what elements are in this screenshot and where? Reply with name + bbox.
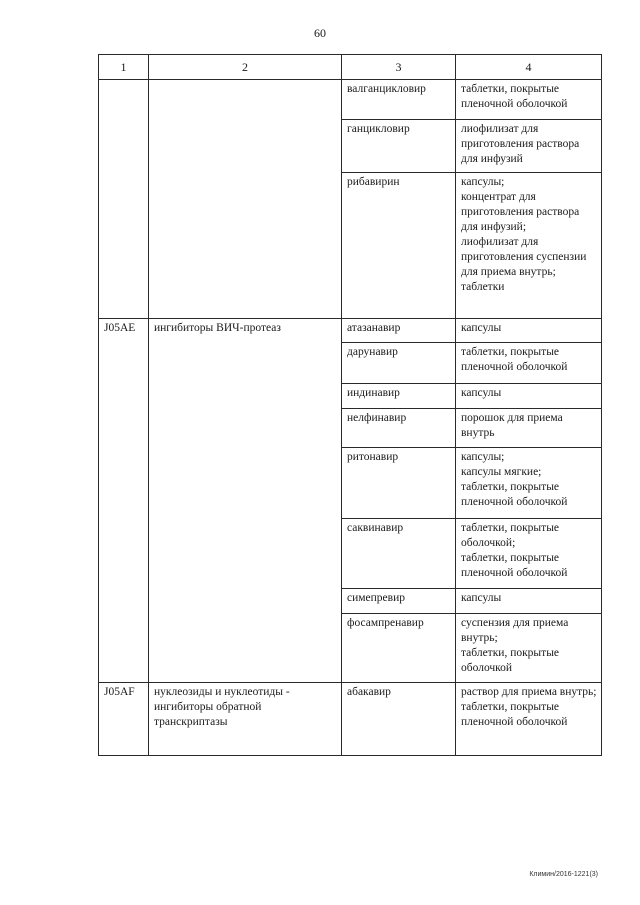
dosage-form-cell: капсулы [456,589,602,614]
group-code-cell: J05AE [99,319,149,683]
header-col-3: 3 [342,55,456,80]
drug-name-cell: нелфинавир [342,409,456,448]
drug-name-cell: ритонавир [342,448,456,519]
drug-name-cell: симепревир [342,589,456,614]
group-name-cell [149,80,342,319]
dosage-form-cell: таблетки, покрытые пленочной оболочкой [456,343,602,384]
drug-name-cell: рибавирин [342,173,456,319]
page-number: 60 [314,26,326,40]
drug-name-cell: фосампренавир [342,614,456,683]
dosage-form-cell: раствор для приема внутрь; таблетки, покрытые пленочной оболочкой [456,683,602,756]
drug-name-cell: дарунавир [342,343,456,384]
drug-name-cell: валганцикловир [342,80,456,120]
dosage-form-cell: лиофилизат для приготовления раствора для инфузий [456,120,602,173]
group-name-cell: нуклеозиды и нуклеотиды - ингибиторы обратной транскриптазы [149,683,342,756]
table-row [99,319,602,343]
header-col-2: 2 [149,55,342,80]
header-col-4: 4 [456,55,602,80]
group-code-cell: J05AF [99,683,149,756]
dosage-form-cell: таблетки, покрытые оболочкой; таблетки, покрытые пленочной оболочкой [456,519,602,589]
document-stamp: Климин/2016-1221(3) [529,871,598,878]
drug-name-cell: абакавир [342,683,456,756]
group-name-cell: ингибиторы ВИЧ-протеаз [149,319,342,683]
dosage-form-cell: капсулы; капсулы мягкие; таблетки, покрытые пленочной оболочкой [456,448,602,519]
drug-name-cell: атазанавир [342,319,456,343]
header-col-1: 1 [99,55,149,80]
dosage-form-cell: таблетки, покрытые пленочной оболочкой [456,80,602,120]
dosage-form-cell: суспензия для приема внутрь; таблетки, покрытые оболочкой [456,614,602,683]
drug-table [98,54,602,756]
group-code-cell [99,80,149,319]
dosage-form-cell: порошок для приема внутрь [456,409,602,448]
dosage-form-cell: капсулы [456,319,602,343]
table-row [99,683,602,756]
table-row [99,80,602,120]
drug-name-cell: индинавир [342,384,456,409]
dosage-form-cell: капсулы [456,384,602,409]
dosage-form-cell: капсулы; концентрат для приготовления раствора для инфузий; лиофилизат для приготовления суспензии для приема внутрь; таблетки [456,173,602,319]
drug-name-cell: ганцикловир [342,120,456,173]
drug-name-cell: саквинавир [342,519,456,589]
header-row [99,55,602,80]
